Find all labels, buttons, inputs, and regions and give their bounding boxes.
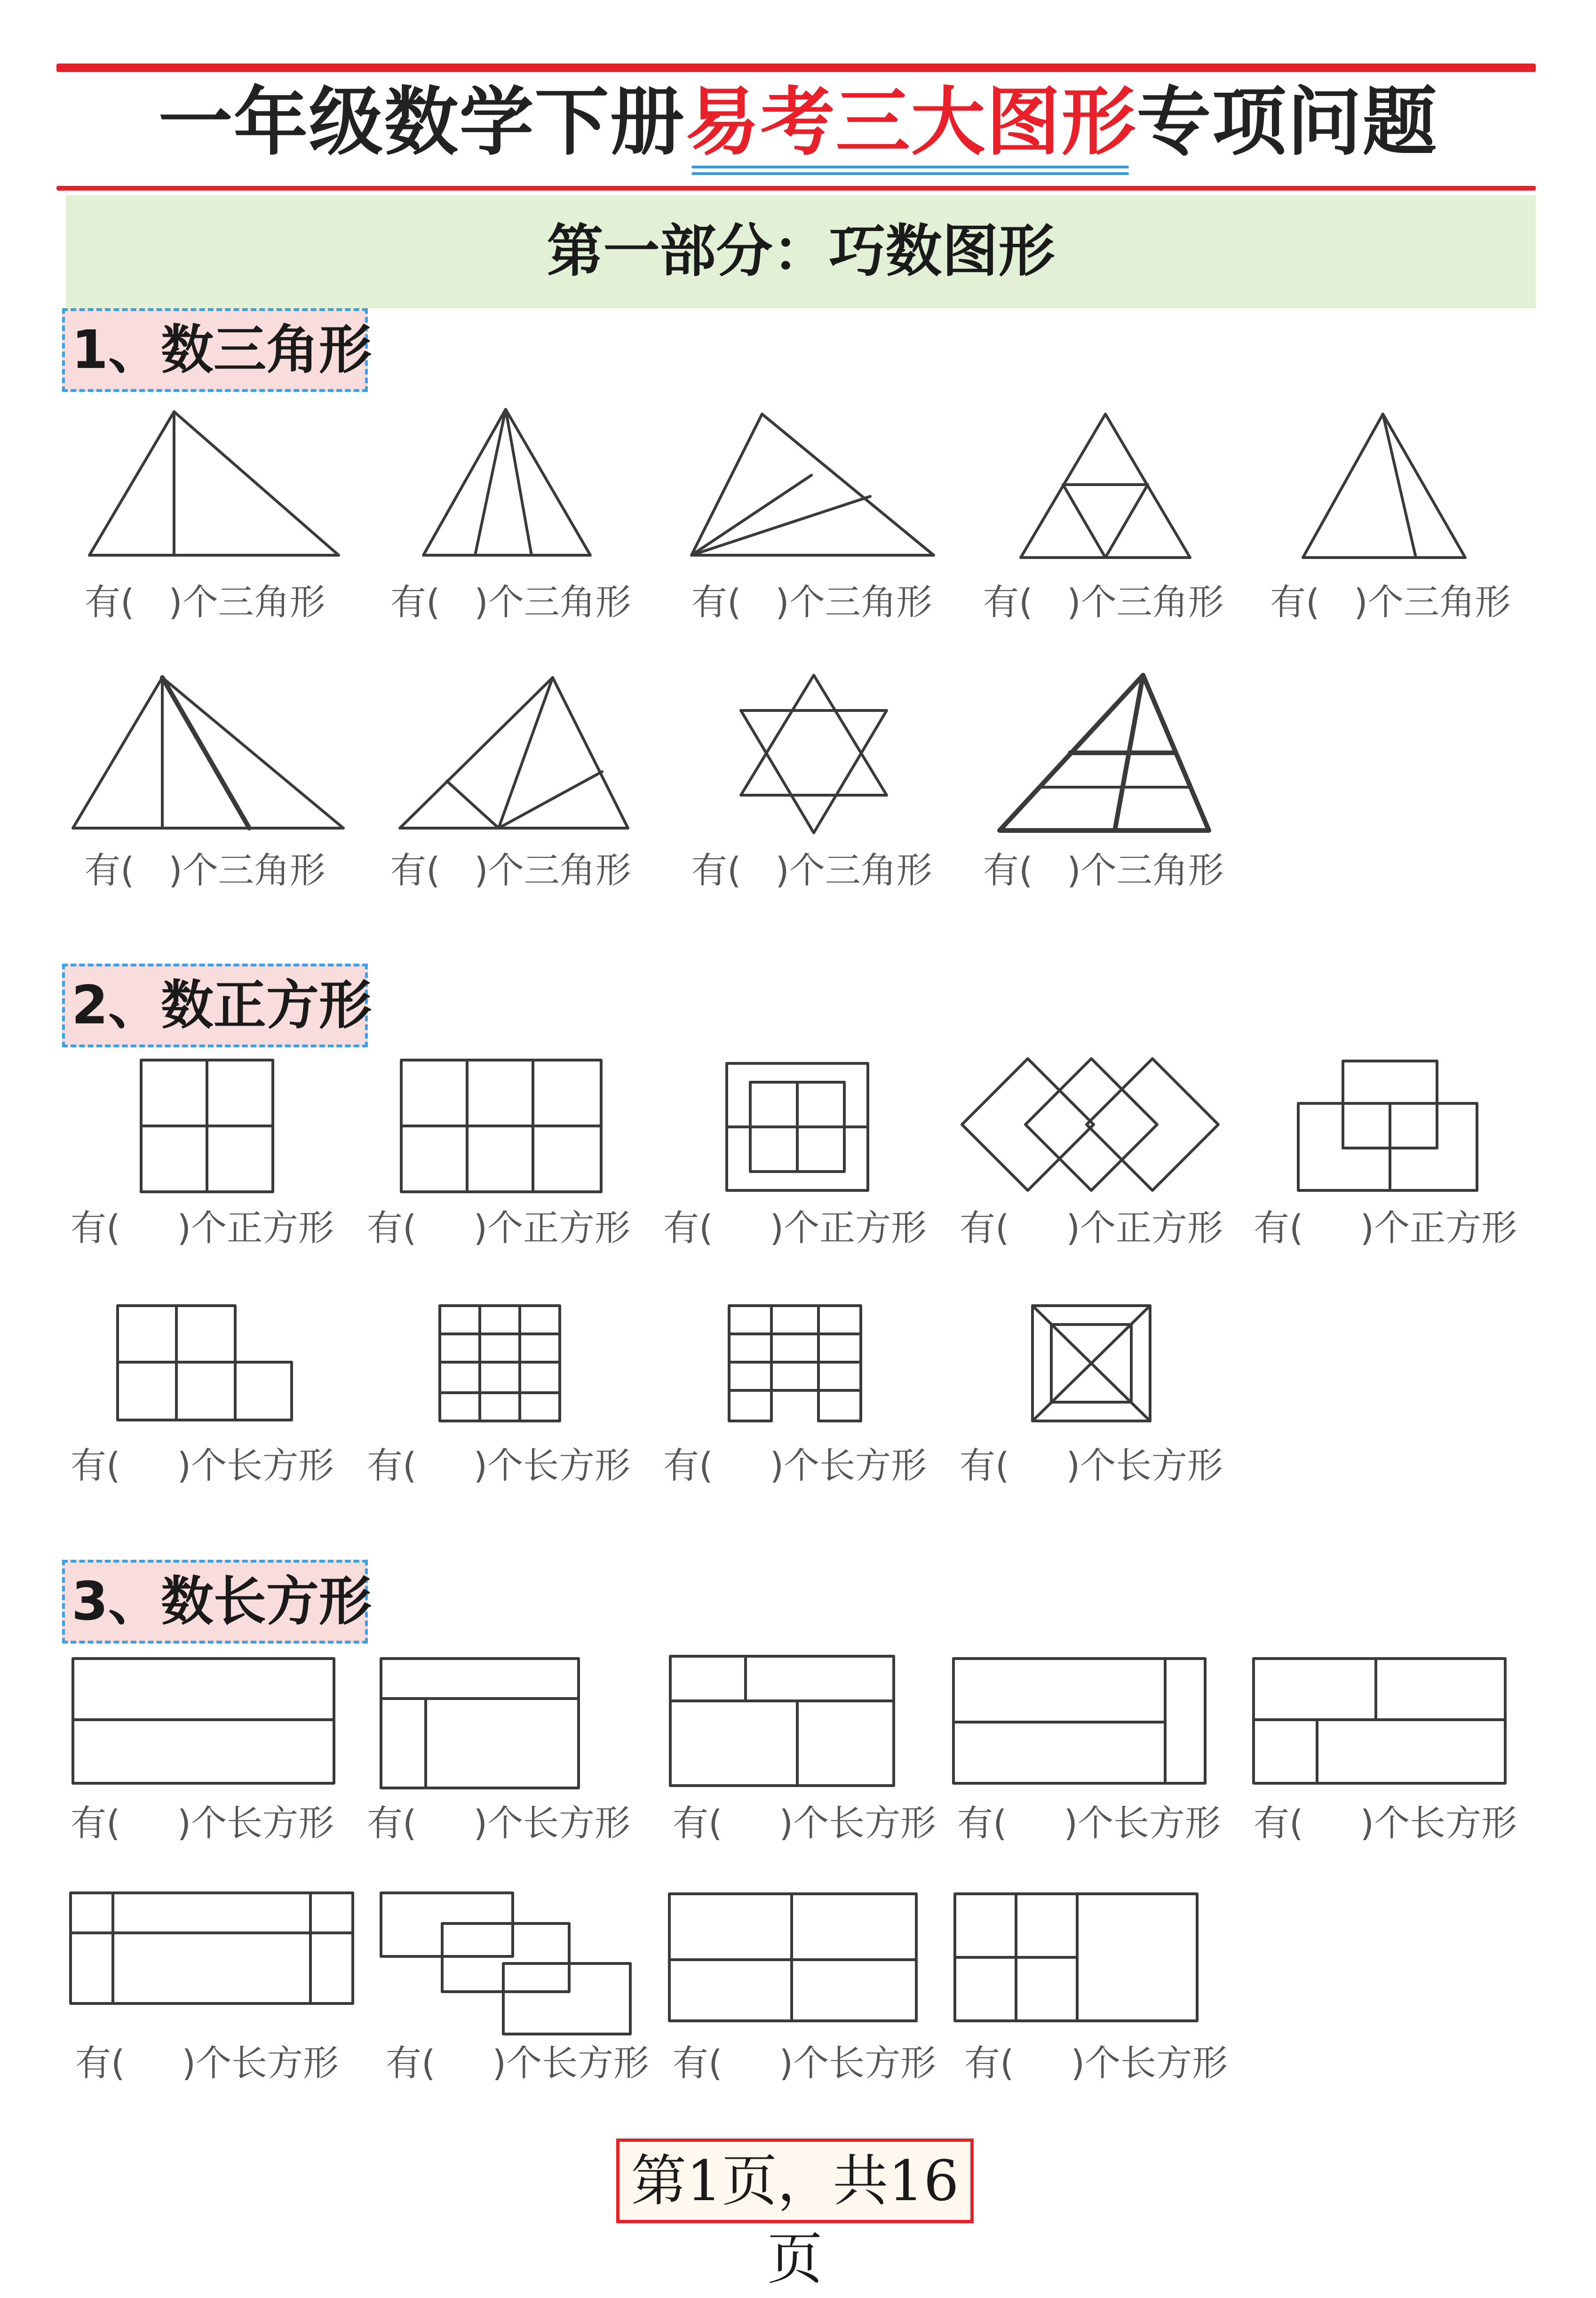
square-figure-4 bbox=[960, 1056, 1223, 1193]
section-heading-triangles: 1、数三角形 bbox=[62, 308, 368, 392]
answer-label: 有( )个三角形 bbox=[85, 581, 326, 623]
answer-label: 有( )个正方形 bbox=[663, 1207, 927, 1249]
rectangle-figure-9 bbox=[953, 1891, 1199, 2023]
answer-label: 有( )个三角形 bbox=[983, 849, 1224, 891]
title-part-3: 专项问题 bbox=[1136, 79, 1438, 166]
answer-label: 有( )个长方形 bbox=[1254, 1802, 1517, 1844]
answer-label: 有( )个长方形 bbox=[960, 1444, 1223, 1486]
answer-label: 有( )个长方形 bbox=[673, 1802, 937, 1844]
title-underline-2 bbox=[691, 172, 1129, 175]
title-part-1: 一年级数学下册 bbox=[158, 79, 685, 166]
answer-label: 有( )个三角形 bbox=[390, 581, 631, 623]
page-title bbox=[0, 78, 1596, 167]
rectangle-figure-l-shape bbox=[115, 1303, 296, 1423]
page-indicator: 第1页，共16页 bbox=[616, 2138, 974, 2223]
rectangle-figure-4 bbox=[951, 1656, 1207, 1786]
rectangle-figure-3 bbox=[668, 1654, 896, 1788]
square-figure-1 bbox=[139, 1058, 275, 1194]
answer-label: 有( )个三角形 bbox=[983, 581, 1224, 623]
section-heading-rectangles: 3、数长方形 bbox=[62, 1560, 368, 1644]
square-figure-5 bbox=[1296, 1059, 1479, 1193]
rectangle-figure-7 bbox=[379, 1891, 633, 2036]
answer-label: 有( )个三角形 bbox=[691, 849, 932, 891]
answer-label: 有( )个长方形 bbox=[964, 2042, 1228, 2084]
answer-label: 有( )个正方形 bbox=[960, 1207, 1223, 1249]
answer-label: 有( )个长方形 bbox=[367, 1802, 631, 1844]
answer-label: 有( )个正方形 bbox=[367, 1207, 631, 1249]
square-figure-2 bbox=[399, 1058, 603, 1194]
top-red-rule bbox=[56, 64, 1536, 72]
triangle-figure-6 bbox=[68, 673, 350, 833]
triangle-figure-4 bbox=[1016, 409, 1204, 565]
answer-label: 有( )个长方形 bbox=[663, 1444, 927, 1486]
answer-label: 有( )个长方形 bbox=[71, 1802, 334, 1844]
answer-label: 有( )个长方形 bbox=[71, 1444, 334, 1486]
rectangle-figure-nested-squares bbox=[1030, 1303, 1152, 1423]
rectangle-figure-6 bbox=[68, 1891, 355, 2006]
section-heading-squares: 2、数正方形 bbox=[62, 964, 368, 1047]
triangle-figure-1 bbox=[85, 405, 348, 560]
answer-label: 有( )个长方形 bbox=[386, 2042, 650, 2084]
rectangle-figure-grid bbox=[437, 1303, 562, 1423]
answer-label: 有( )个三角形 bbox=[85, 849, 326, 891]
rectangle-figure-h-shape bbox=[727, 1303, 863, 1423]
answer-label: 有( )个长方形 bbox=[957, 1802, 1221, 1844]
triangle-figure-3 bbox=[687, 409, 941, 565]
answer-label: 有( )个长方形 bbox=[673, 2042, 937, 2084]
answer-label: 有( )个长方形 bbox=[367, 1444, 631, 1486]
title-underline-1 bbox=[691, 166, 1129, 168]
answer-label: 有( )个三角形 bbox=[390, 849, 631, 891]
triangle-figure-5 bbox=[1298, 407, 1477, 562]
answer-label: 有( )个三角形 bbox=[1270, 581, 1511, 623]
rectangle-figure-8 bbox=[667, 1891, 919, 2023]
answer-label: 有( )个长方形 bbox=[75, 2042, 339, 2084]
triangle-figure-7 bbox=[395, 673, 635, 833]
rectangle-figure-1 bbox=[71, 1656, 336, 1786]
triangle-figure-2 bbox=[414, 405, 602, 560]
answer-label: 有( )个正方形 bbox=[71, 1207, 334, 1249]
rectangle-figure-2 bbox=[379, 1656, 581, 1790]
star-figure bbox=[734, 670, 894, 835]
answer-label: 有( )个正方形 bbox=[1254, 1207, 1517, 1249]
triangle-figure-9 bbox=[995, 670, 1216, 835]
rectangle-figure-5 bbox=[1251, 1656, 1508, 1786]
title-highlight: 易考三大图形 bbox=[685, 79, 1137, 166]
square-figure-3 bbox=[724, 1061, 870, 1193]
answer-label: 有( )个三角形 bbox=[691, 581, 932, 623]
part-heading: 第一部分：巧数图形 bbox=[547, 219, 1055, 284]
second-red-rule bbox=[56, 186, 1536, 191]
